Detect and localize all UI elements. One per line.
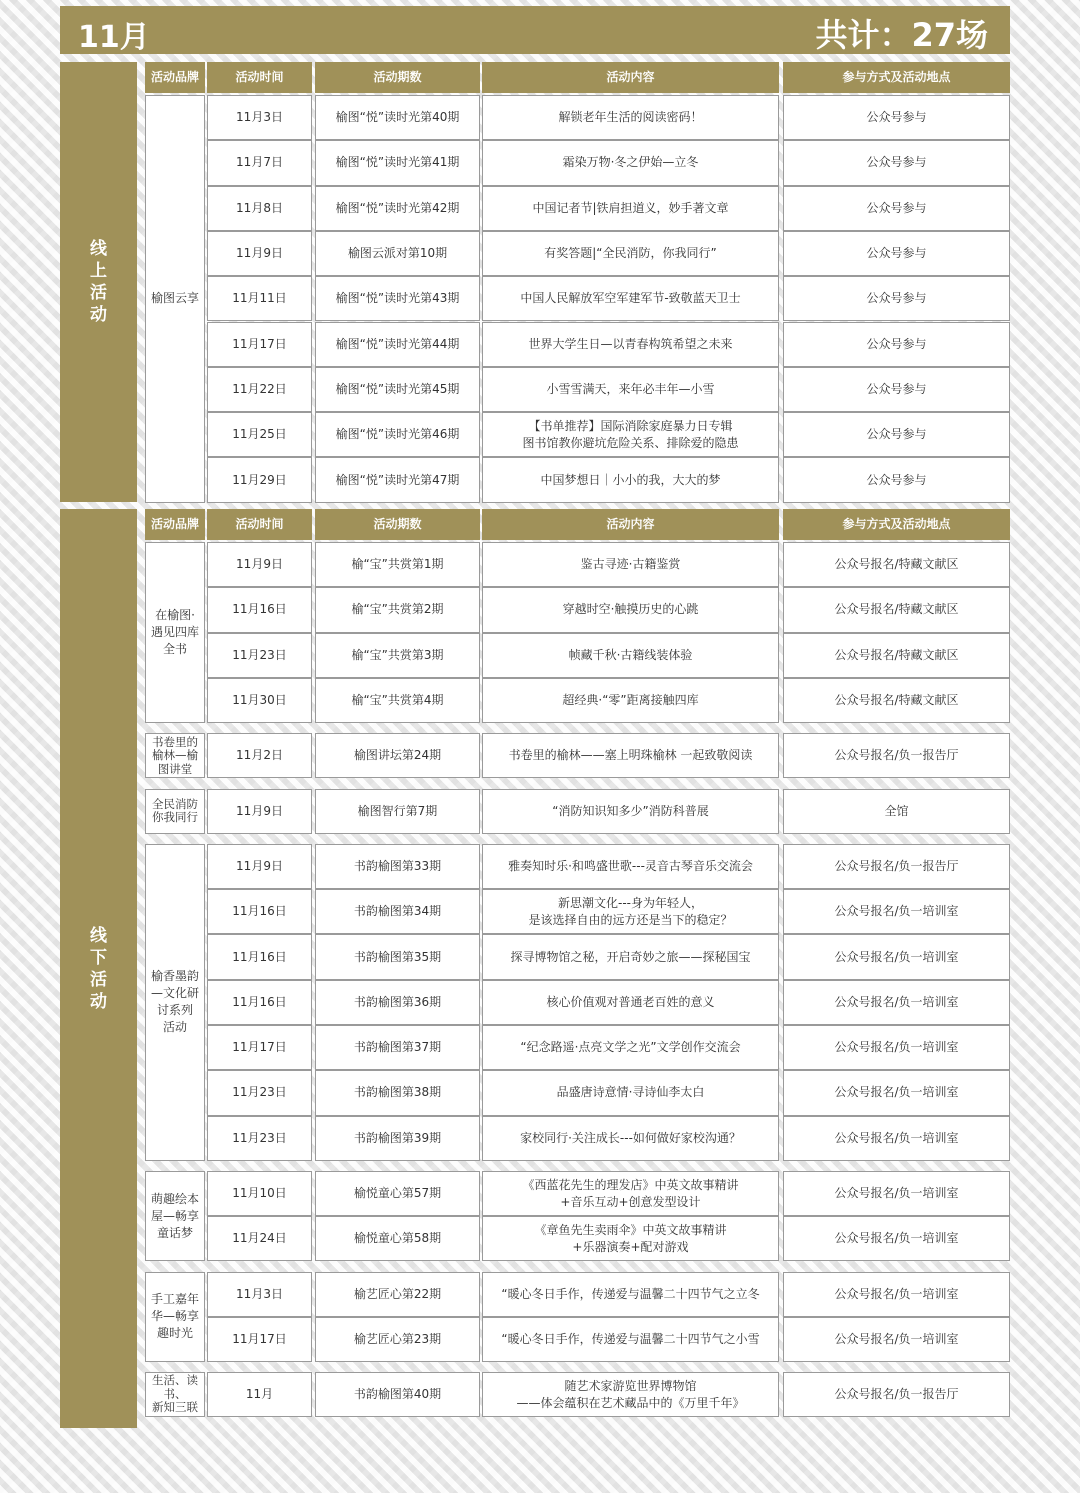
cell-issue: 榆图“悦”读时光第46期: [315, 412, 480, 457]
cell-time: 11月16日: [207, 587, 312, 632]
cell-place: 公众号报名/特藏文献区: [783, 678, 1010, 723]
cell-place: 公众号报名/负一培训室: [783, 1216, 1010, 1261]
cell-place: 公众号参与: [783, 276, 1010, 321]
brand-cell: 生活、读书、 新知三联: [145, 1372, 205, 1417]
cell-place: 公众号参与: [783, 186, 1010, 231]
cell-time: 11月17日: [207, 1317, 312, 1362]
cell-issue: 榆“宝”共赏第3期: [315, 633, 480, 678]
cell-place: 公众号参与: [783, 95, 1010, 140]
cell-time: 11月22日: [207, 367, 312, 412]
cell-place: 公众号报名/负一培训室: [783, 1070, 1010, 1115]
cell-place: 公众号参与: [783, 231, 1010, 276]
cell-content: 超经典·“零”距离接触四库: [482, 678, 779, 723]
cell-issue: 榆艺匠心第23期: [315, 1317, 480, 1362]
column-header-brand: 活动品牌: [145, 509, 205, 540]
cell-place: 公众号报名/负一培训室: [783, 1116, 1010, 1161]
cell-issue: 书韵榆图第37期: [315, 1025, 480, 1070]
cell-place: 公众号报名/负一报告厅: [783, 733, 1010, 778]
cell-content: 随艺术家游览世界博物馆 ——体会蕴积在艺术藏品中的《万里千年》: [482, 1372, 779, 1417]
cell-place: 公众号报名/负一培训室: [783, 1025, 1010, 1070]
cell-time: 11月2日: [207, 733, 312, 778]
cell-place: 公众号报名/负一培训室: [783, 980, 1010, 1025]
cell-place: 公众号报名/特藏文献区: [783, 542, 1010, 587]
cell-place: 公众号报名/负一培训室: [783, 1272, 1010, 1317]
cell-time: 11月9日: [207, 231, 312, 276]
cell-content: 小雪雪满天，来年必丰年—小雪: [482, 367, 779, 412]
cell-issue: 书韵榆图第40期: [315, 1372, 480, 1417]
cell-content: 《章鱼先生卖雨伞》中英文故事精讲 +乐器演奏+配对游戏: [482, 1216, 779, 1261]
cell-time: 11月16日: [207, 980, 312, 1025]
cell-time: 11月16日: [207, 934, 312, 979]
cell-content: “暖心冬日手作，传递爱与温馨二十四节气之小雪: [482, 1317, 779, 1362]
column-header-place: 参与方式及活动地点: [783, 62, 1010, 93]
cell-time: 11月23日: [207, 1070, 312, 1115]
column-header-time: 活动时间: [207, 509, 312, 540]
online-section-label: [60, 62, 137, 502]
cell-content: 核心价值观对普通老百姓的意义: [482, 980, 779, 1025]
cell-issue: 榆图智行第7期: [315, 789, 480, 834]
cell-content: 有奖答题|“全民消防，你我同行”: [482, 231, 779, 276]
cell-content: 穿越时空·触摸历史的心跳: [482, 587, 779, 632]
cell-content: 帧藏千秋·古籍线装体验: [482, 633, 779, 678]
cell-place: 公众号报名/负一培训室: [783, 934, 1010, 979]
cell-content: 品盛唐诗意情·寻诗仙李太白: [482, 1070, 779, 1115]
cell-issue: 榆图“悦”读时光第41期: [315, 140, 480, 185]
cell-place: 公众号报名/特藏文献区: [783, 587, 1010, 632]
cell-issue: 榆图“悦”读时光第44期: [315, 322, 480, 367]
column-header-issue: 活动期数: [315, 62, 480, 93]
cell-issue: 榆图云派对第10期: [315, 231, 480, 276]
cell-issue: 榆图“悦”读时光第45期: [315, 367, 480, 412]
cell-time: 11月: [207, 1372, 312, 1417]
cell-content: 新思潮文化---身为年轻人， 是该选择自由的远方还是当下的稳定？: [482, 889, 779, 934]
cell-issue: 书韵榆图第34期: [315, 889, 480, 934]
total-count: 共计：27场: [815, 16, 988, 54]
cell-content: 家校同行·关注成长---如何做好家校沟通？: [482, 1116, 779, 1161]
cell-content: 世界大学生日—以青春构筑希望之未来: [482, 322, 779, 367]
column-header-place: 参与方式及活动地点: [783, 509, 1010, 540]
cell-place: 全馆: [783, 789, 1010, 834]
cell-place: 公众号报名/负一报告厅: [783, 844, 1010, 889]
brand-cell: 书卷里的 榆林—榆 图讲堂: [145, 733, 205, 778]
cell-time: 11月9日: [207, 844, 312, 889]
column-header-brand: 活动品牌: [145, 62, 205, 93]
cell-place: 公众号参与: [783, 457, 1010, 502]
cell-time: 11月3日: [207, 1272, 312, 1317]
cell-content: 《西蓝花先生的理发店》中英文故事精讲 +音乐互动+创意发型设计: [482, 1171, 779, 1216]
cell-time: 11月29日: [207, 457, 312, 502]
cell-content: 解锁老年生活的阅读密码！: [482, 95, 779, 140]
cell-issue: 榆艺匠心第22期: [315, 1272, 480, 1317]
cell-content: 探寻博物馆之秘，开启奇妙之旅——探秘国宝: [482, 934, 779, 979]
cell-content: 中国梦想日｜小小的我，大大的梦: [482, 457, 779, 502]
cell-time: 11月7日: [207, 140, 312, 185]
cell-time: 11月23日: [207, 633, 312, 678]
brand-cell: 在榆图· 遇见四库 全书: [145, 542, 205, 723]
cell-time: 11月8日: [207, 186, 312, 231]
online-label-text: 线 上 活 动: [90, 239, 107, 325]
column-header-issue: 活动期数: [315, 509, 480, 540]
cell-issue: 榆悦童心第58期: [315, 1216, 480, 1261]
cell-issue: 书韵榆图第33期: [315, 844, 480, 889]
brand-cell: 手工嘉年 华—畅享 趣时光: [145, 1272, 205, 1363]
brand-cell: 全民消防 你我同行: [145, 789, 205, 834]
cell-place: 公众号报名/负一培训室: [783, 1317, 1010, 1362]
column-header-content: 活动内容: [482, 62, 779, 93]
cell-time: 11月10日: [207, 1171, 312, 1216]
cell-place: 公众号报名/负一报告厅: [783, 1372, 1010, 1417]
cell-issue: 榆“宝”共赏第4期: [315, 678, 480, 723]
cell-issue: 书韵榆图第35期: [315, 934, 480, 979]
cell-time: 11月3日: [207, 95, 312, 140]
cell-issue: 榆图“悦”读时光第43期: [315, 276, 480, 321]
cell-time: 11月25日: [207, 412, 312, 457]
brand-cell: 榆图云享: [145, 95, 205, 503]
cell-issue: 榆图“悦”读时光第47期: [315, 457, 480, 502]
cell-time: 11月30日: [207, 678, 312, 723]
cell-place: 公众号参与: [783, 367, 1010, 412]
cell-content: 书卷里的榆林——塞上明珠榆林 一起致敬阅读: [482, 733, 779, 778]
offline-label-text: 线 下 活 动: [90, 925, 107, 1012]
cell-issue: 榆图讲坛第24期: [315, 733, 480, 778]
cell-content: “暖心冬日手作，传递爱与温馨二十四节气之立冬: [482, 1272, 779, 1317]
cell-place: 公众号报名/负一培训室: [783, 1171, 1010, 1216]
cell-place: 公众号参与: [783, 322, 1010, 367]
brand-cell: 萌趣绘本 屋—畅享 童话梦: [145, 1171, 205, 1262]
month-title: 11月: [78, 20, 150, 55]
cell-content: 雅奏知时乐·和鸣盛世歌---灵音古琴音乐交流会: [482, 844, 779, 889]
column-header-content: 活动内容: [482, 509, 779, 540]
cell-issue: 榆图“悦”读时光第40期: [315, 95, 480, 140]
cell-issue: 书韵榆图第39期: [315, 1116, 480, 1161]
cell-issue: 书韵榆图第38期: [315, 1070, 480, 1115]
cell-content: 鉴古寻迹·古籍鉴赏: [482, 542, 779, 587]
cell-content: 中国记者节|铁肩担道义，妙手著文章: [482, 186, 779, 231]
cell-place: 公众号参与: [783, 140, 1010, 185]
cell-content: 【书单推荐】国际消除家庭暴力日专辑 图书馆教你避坑危险关系、排除爱的隐患: [482, 412, 779, 457]
cell-issue: 榆“宝”共赏第1期: [315, 542, 480, 587]
cell-time: 11月11日: [207, 276, 312, 321]
cell-issue: 榆悦童心第57期: [315, 1171, 480, 1216]
month-header: [60, 6, 1010, 54]
cell-issue: 榆“宝”共赏第2期: [315, 587, 480, 632]
cell-content: 中国人民解放军空军建军节-致敬蓝天卫士: [482, 276, 779, 321]
cell-place: 公众号参与: [783, 412, 1010, 457]
cell-time: 11月9日: [207, 789, 312, 834]
cell-content: “消防知识知多少”消防科普展: [482, 789, 779, 834]
cell-time: 11月9日: [207, 542, 312, 587]
column-header-time: 活动时间: [207, 62, 312, 93]
cell-time: 11月17日: [207, 1025, 312, 1070]
cell-time: 11月16日: [207, 889, 312, 934]
cell-place: 公众号报名/负一培训室: [783, 889, 1010, 934]
cell-time: 11月23日: [207, 1116, 312, 1161]
cell-time: 11月17日: [207, 322, 312, 367]
cell-content: 霜染万物·冬之伊始—立冬: [482, 140, 779, 185]
cell-time: 11月24日: [207, 1216, 312, 1261]
cell-content: “纪念路遥·点亮文学之光”文学创作交流会: [482, 1025, 779, 1070]
cell-place: 公众号报名/特藏文献区: [783, 633, 1010, 678]
offline-section-label: [60, 509, 137, 1428]
cell-issue: 榆图“悦”读时光第42期: [315, 186, 480, 231]
brand-cell: 榆香墨韵 —文化研 讨系列 活动: [145, 844, 205, 1161]
cell-issue: 书韵榆图第36期: [315, 980, 480, 1025]
